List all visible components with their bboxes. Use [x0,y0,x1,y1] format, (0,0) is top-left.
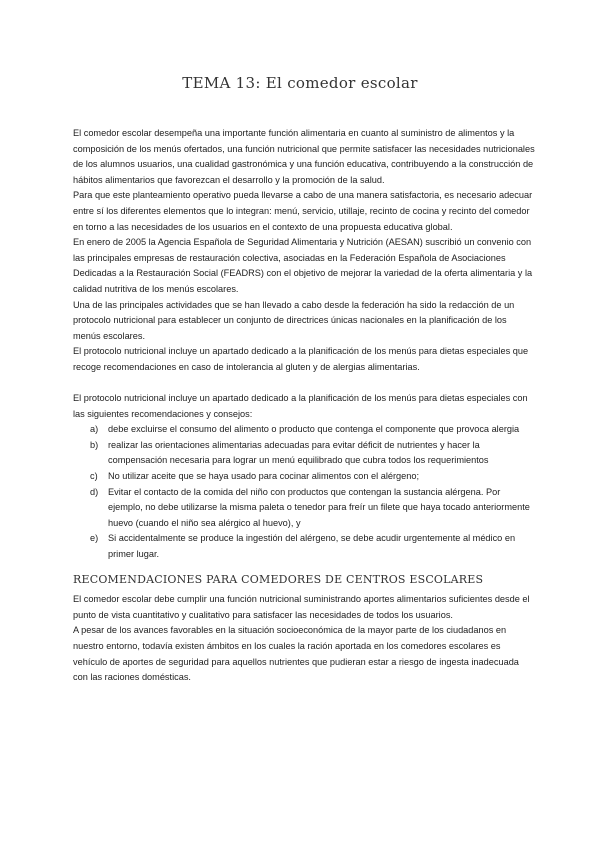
list-item-text: Evitar el contacto de la comida del niño con productos que contengan la sustancia alérgena. Por ejemplo, no debe utilizarse la misma paleta o tenedor para freír un filete que haya tocado anteriormente huevo (cuando el niño sea alérgico al huevo), y [108,486,530,528]
page-title: TEMA 13: El comedor escolar [182,74,418,92]
paragraph: A pesar de los avances favorables en la situación socioeconómica de la mayor parte de los ciudadanos en nuestro entorno, todavía existen ámbitos en los cuales la ración aportada en los comedores escolares es vehículo de aportes de seguridad para aquellos nutrientes que pudieran estar a riesgo de ingesta inadecuada con las raciones domésticas. [73,625,519,683]
list-item [73,531,535,562]
document-body [73,126,535,686]
list-marker: e) [90,533,99,544]
list-item [73,438,535,469]
list-marker: a) [90,424,99,435]
list-marker: d) [90,486,99,497]
list-item [73,485,535,532]
paragraph: El comedor escolar debe cumplir una función nutricional suministrando aportes alimentarios suficientes desde el punto de vista cuantitativo y cualitativo para satisfacer las necesidades de todos los usuarios. [73,594,530,620]
list-item [73,469,535,485]
list-marker: b) [90,439,99,450]
section-heading: RECOMENDACIONES PARA COMEDORES DE CENTROS ESCOLARES [73,572,484,586]
list-item-text: realizar las orientaciones alimentarias adecuadas para evitar déficit de nutrientes y hacer la compensación necesaria para lograr un menú equilibrado que cubra todos los requerimientos [108,439,489,466]
recommendations-list [73,422,535,562]
list-item-text: No utilizar aceite que se haya usado para cocinar alimentos con el alérgeno; [108,471,420,482]
list-item-text: debe excluirse el consumo del alimento o producto que contenga el componente que provoca alergia [108,424,520,435]
list-item [73,422,535,438]
paragraph: Para que este planteamiento operativo pueda llevarse a cabo de una manera satisfactoria, es necesario adecuar entre sí los diferentes elementos que lo integran: menú, servicio, utillaje, recinto de cocina y recinto del comedor en torno a las necesidades de los usuarios en el contexto de una propuesta educativa global. [73,190,533,232]
paragraph: En enero de 2005 la Agencia Española de Seguridad Alimentaria y Nutrición (AESAN) suscribió un convenio con las principales empresas de restauración colectiva, asociadas en la Federación Española de Asociaciones Dedicadas a la Restauración Social (FEADRS) con el objetivo de mejorar la variedad de la oferta alimentaria y la calidad nutritiva de los menús escolares. [73,237,533,294]
paragraph: El comedor escolar desempeña una importante función alimentaria en cuanto al suministro de alimentos y la composición de los menús ofertados, una función nutricional que permite satisfacer las necesidades nutricionales de los alumnos usuarios, una cualidad gastronómica y una función educativa, contribuyendo a la construcción de hábitos alimentarios que favorezcan el desarrollo y la promoción de la salud. [73,128,535,185]
list-intro: El protocolo nutricional incluye un apartado dedicado a la planificación de los menús para dietas especiales con las siguientes recomendaciones y consejos: [73,393,528,419]
paragraph: Una de las principales actividades que se han llevado a cabo desde la federación ha sido la redacción de un protocolo nutricional para establecer un conjunto de directrices únicas nacionales en la planificación de los menús escolares. [73,299,515,341]
blank-line [73,376,535,392]
list-marker: c) [90,471,98,482]
list-item-text: Si accidentalmente se produce la ingestión del alérgeno, se debe acudir urgentemente al médico en primer lugar. [108,533,516,560]
paragraph: El protocolo nutricional incluye un apartado dedicado a la planificación de los menús para dietas especiales que recoge recomendaciones en caso de intolerancia al gluten y de alergias alimentarias. [73,346,529,372]
